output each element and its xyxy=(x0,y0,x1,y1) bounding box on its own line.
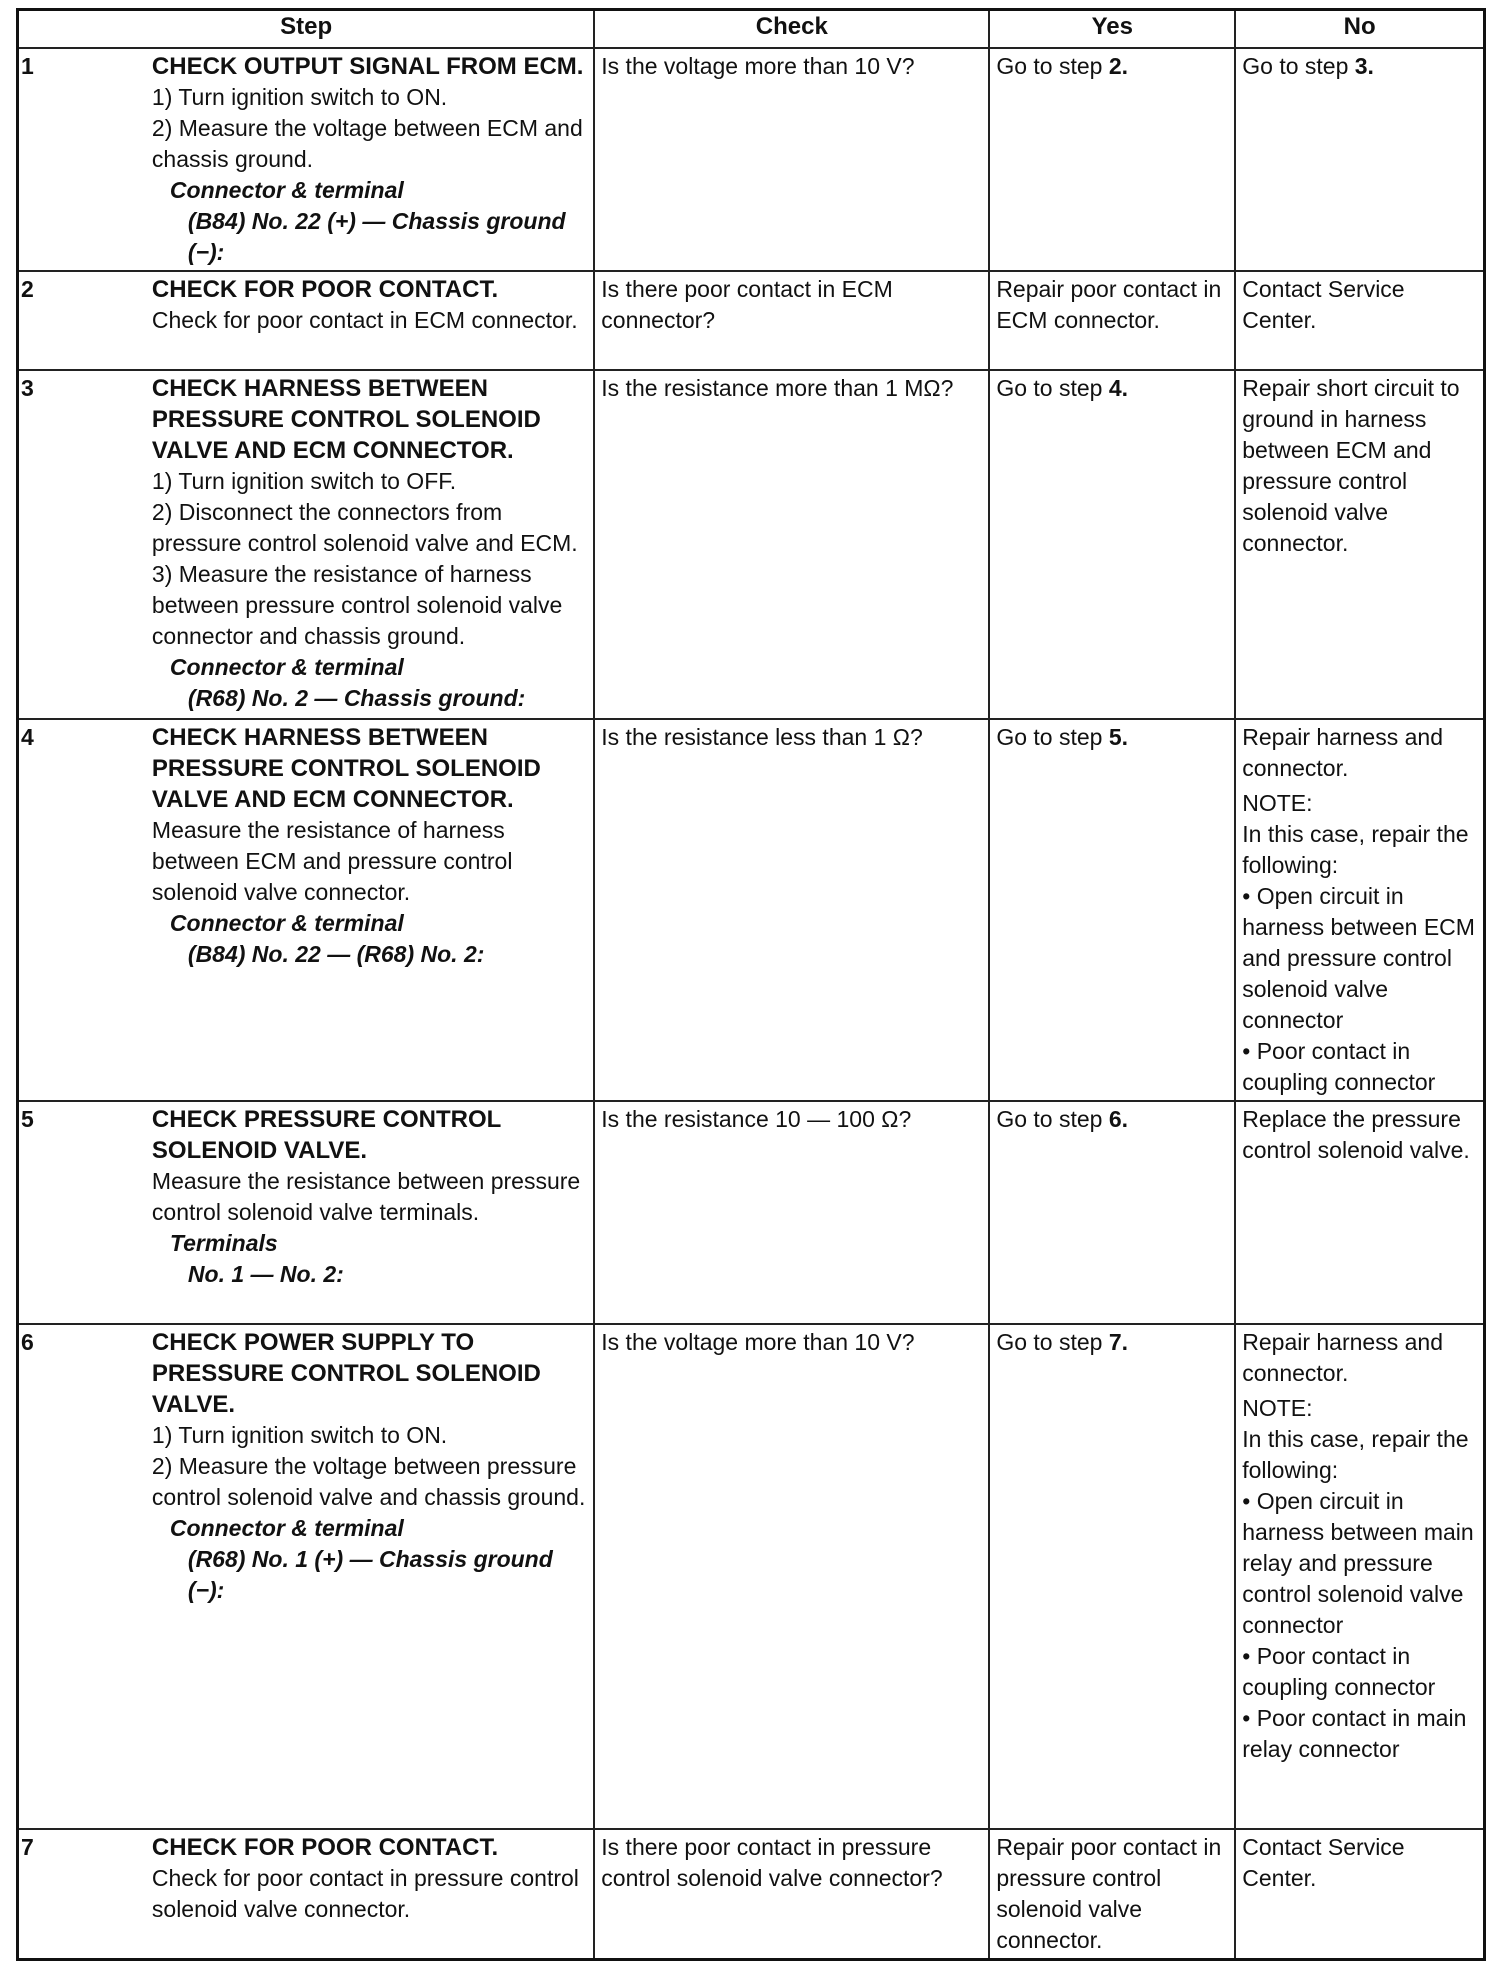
step-cell xyxy=(146,48,594,271)
no-action: Repair harness and connector. xyxy=(1242,1329,1443,1386)
check-cell: Is there poor contact in ECM connector? xyxy=(594,271,989,370)
connector-value: (R68) No. 1 (+) — Chassis ground (−): xyxy=(187,1546,553,1603)
connector-value: (R68) No. 2 — Chassis ground: xyxy=(187,685,526,711)
bullet-item: • Poor contact in coupling connector xyxy=(1242,1643,1436,1700)
step-line: 2) Measure the voltage between ECM and chassis ground. xyxy=(151,115,583,172)
yes-step: 5. xyxy=(1108,724,1129,750)
step-number: 6 xyxy=(18,1324,146,1829)
step-line: Check for poor contact in ECM connector. xyxy=(151,307,578,333)
table-row xyxy=(18,1829,1485,1960)
connector-label: Connector & terminal xyxy=(169,654,404,680)
table-row xyxy=(18,1101,1485,1324)
diagnostic-table xyxy=(16,8,1486,1953)
step-line: Check for poor contact in pressure control solenoid valve connector. xyxy=(151,1865,579,1922)
connector-label: Connector & terminal xyxy=(169,177,404,203)
yes-text: Go to step xyxy=(996,1106,1109,1132)
yes-cell xyxy=(989,1324,1235,1829)
no-cell: Repair short circuit to ground in harness between ECM and pressure control solenoid valve connector. xyxy=(1235,370,1484,719)
connector-label: Connector & terminal xyxy=(169,1515,404,1541)
note-label: NOTE: xyxy=(1242,790,1313,816)
step-title: CHECK PRESSURE CONTROL SOLENOID VALVE. xyxy=(151,1106,501,1164)
no-cell xyxy=(1235,1324,1484,1829)
step-cell xyxy=(146,370,594,719)
step-title: CHECK FOR POOR CONTACT. xyxy=(151,276,499,303)
no-text: Go to step xyxy=(1242,53,1355,79)
step-number: 2 xyxy=(18,271,146,370)
step-line: Measure the resistance between pressure control solenoid valve terminals. xyxy=(151,1168,581,1225)
header-row xyxy=(18,10,1485,49)
table-row xyxy=(18,1324,1485,1829)
step-line: 1) Turn ignition switch to OFF. xyxy=(151,468,457,494)
step-title: CHECK HARNESS BETWEEN PRESSURE CONTROL SOLENOID VALVE AND ECM CONNECTOR. xyxy=(151,375,541,464)
bullet-item: • Open circuit in harness between main relay and pressure control solenoid valve connector xyxy=(1242,1488,1474,1638)
yes-text: Go to step xyxy=(996,1329,1109,1355)
check-cell: Is the resistance 10 — 100 Ω? xyxy=(594,1101,989,1324)
connector-value: (B84) No. 22 (+) — Chassis ground (−): xyxy=(187,208,566,265)
step-title: CHECK POWER SUPPLY TO PRESSURE CONTROL SOLENOID VALVE. xyxy=(151,1329,541,1418)
check-cell: Is the voltage more than 10 V? xyxy=(594,1324,989,1829)
table-row xyxy=(18,370,1485,719)
no-cell xyxy=(1235,719,1484,1101)
table-row xyxy=(18,719,1485,1101)
header-check: Check xyxy=(594,10,989,49)
step-line: Measure the resistance of harness between ECM and pressure control solenoid valve connector. xyxy=(151,817,513,905)
step-number: 3 xyxy=(18,370,146,719)
yes-cell xyxy=(989,48,1235,271)
check-cell: Is the resistance less than 1 Ω? xyxy=(594,719,989,1101)
step-number: 7 xyxy=(18,1829,146,1960)
step-line: 1) Turn ignition switch to ON. xyxy=(151,1422,448,1448)
step-line: 3) Measure the resistance of harness between pressure control solenoid valve connector and chassis ground. xyxy=(151,561,563,649)
note-body: In this case, repair the following: xyxy=(1242,1426,1469,1483)
yes-step: 6. xyxy=(1108,1106,1129,1132)
step-number: 4 xyxy=(18,719,146,1101)
check-cell: Is the voltage more than 10 V? xyxy=(594,48,989,271)
no-cell: Contact Service Center. xyxy=(1235,271,1484,370)
check-cell: Is the resistance more than 1 MΩ? xyxy=(594,370,989,719)
table-row xyxy=(18,48,1485,271)
step-title: CHECK FOR POOR CONTACT. xyxy=(151,1834,499,1861)
no-cell: Replace the pressure control solenoid valve. xyxy=(1235,1101,1484,1324)
header-yes: Yes xyxy=(989,10,1235,49)
yes-text: Go to step xyxy=(996,375,1109,401)
step-title: CHECK HARNESS BETWEEN PRESSURE CONTROL SOLENOID VALVE AND ECM CONNECTOR. xyxy=(151,724,541,813)
step-number: 1 xyxy=(18,48,146,271)
bullet-item: • Open circuit in harness between ECM and pressure control solenoid valve connector xyxy=(1242,883,1475,1033)
connector-value: (B84) No. 22 — (R68) No. 2: xyxy=(187,941,485,967)
yes-cell: Repair poor contact in ECM connector. xyxy=(989,271,1235,370)
no-step: 3. xyxy=(1354,53,1374,79)
bullet-item: • Poor contact in main relay connector xyxy=(1242,1705,1467,1762)
step-cell xyxy=(146,1829,594,1960)
yes-cell xyxy=(989,1101,1235,1324)
yes-cell xyxy=(989,719,1235,1101)
header-no: No xyxy=(1235,10,1484,49)
connector-label: Connector & terminal xyxy=(169,910,404,936)
step-cell xyxy=(146,1101,594,1324)
step-cell xyxy=(146,1324,594,1829)
step-line: 2) Disconnect the connectors from pressure control solenoid valve and ECM. xyxy=(151,499,578,556)
bullet-item: • Poor contact in coupling connector xyxy=(1242,1038,1436,1095)
header-step: Step xyxy=(18,10,595,49)
note-label: NOTE: xyxy=(1242,1395,1313,1421)
yes-step: 4. xyxy=(1108,375,1129,401)
yes-step: 7. xyxy=(1108,1329,1129,1355)
step-cell xyxy=(146,271,594,370)
check-cell: Is there poor contact in pressure control solenoid valve connector? xyxy=(594,1829,989,1960)
yes-text: Go to step xyxy=(996,53,1109,79)
step-line: 2) Measure the voltage between pressure control solenoid valve and chassis ground. xyxy=(151,1453,586,1510)
no-cell xyxy=(1235,48,1484,271)
note-body: In this case, repair the following: xyxy=(1242,821,1469,878)
step-title: CHECK OUTPUT SIGNAL FROM ECM. xyxy=(151,53,584,80)
no-action: Repair harness and connector. xyxy=(1242,724,1443,781)
no-cell: Contact Service Center. xyxy=(1235,1829,1484,1960)
step-line: 1) Turn ignition switch to ON. xyxy=(151,84,448,110)
table-row xyxy=(18,271,1485,370)
yes-cell: Repair poor contact in pressure control solenoid valve connector. xyxy=(989,1829,1235,1960)
step-cell xyxy=(146,719,594,1101)
terminals-label: Terminals xyxy=(169,1230,278,1256)
step-number: 5 xyxy=(18,1101,146,1324)
yes-cell xyxy=(989,370,1235,719)
terminals-value: No. 1 — No. 2: xyxy=(187,1261,344,1287)
yes-step: 2. xyxy=(1108,53,1129,79)
yes-text: Go to step xyxy=(996,724,1109,750)
